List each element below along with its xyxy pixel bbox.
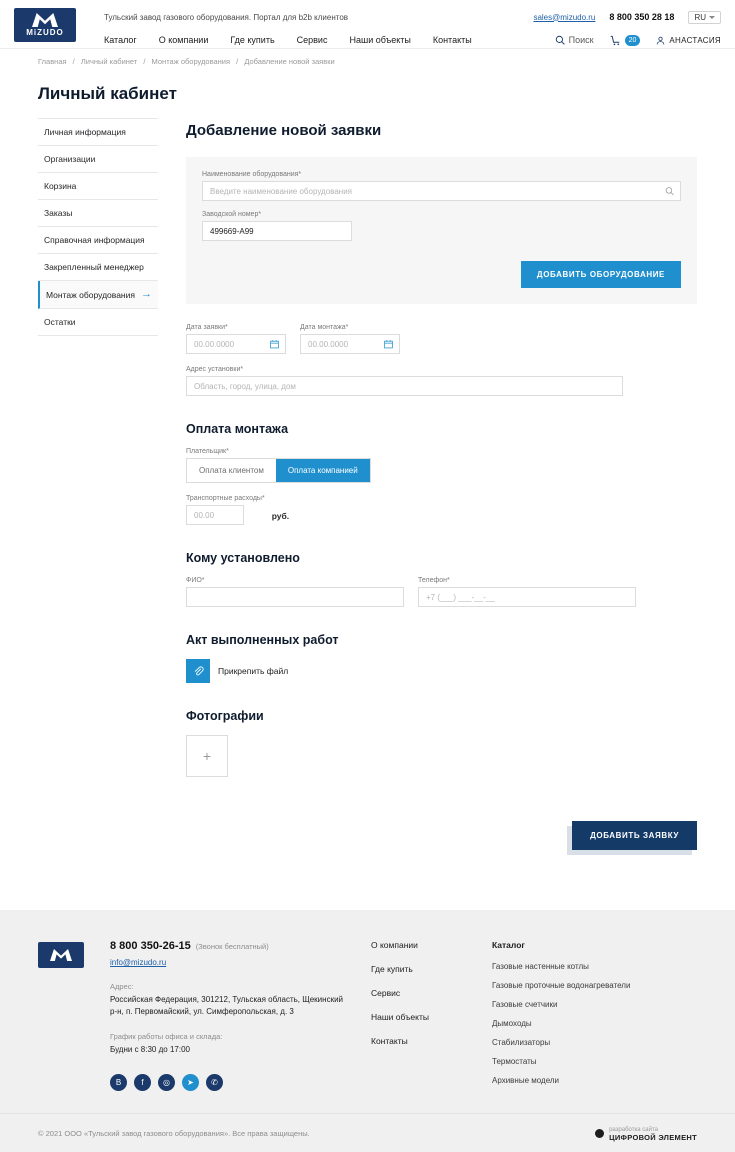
whatsapp-icon[interactable]: ✆ [206, 1074, 223, 1091]
instagram-icon[interactable]: ◎ [158, 1074, 175, 1091]
vk-icon[interactable]: В [110, 1074, 127, 1091]
footer-address-value: Российская Федерация, 301212, Тульская область, Щекинский р-н, п. Первомайский, ул. Симферопольская, д. 3 [110, 995, 344, 1016]
paperclip-icon [186, 659, 210, 683]
installed-to-section-title: Кому установлено [186, 551, 300, 565]
footer-catalog [492, 940, 630, 1095]
copyright-text: © 2021 ООО «Тульский завод газового оборудования». Все права защищены. [38, 1128, 310, 1138]
calendar-icon[interactable] [270, 340, 279, 349]
page-title: Личный кабинет [38, 84, 177, 103]
request-date-input[interactable]: 00.00.0000 [186, 334, 286, 354]
footer-email-link[interactable]: info@mizudo.ru [110, 958, 167, 967]
install-date-input[interactable]: 00.00.0000 [300, 334, 400, 354]
payer-label: Плательщик* [186, 448, 229, 455]
footer-catalog-wall-boilers[interactable]: Газовые настенные котлы [492, 962, 589, 971]
developer-name: ЦИФРОВОЙ ЭЛЕМЕНТ [609, 1133, 697, 1142]
developer-logo-icon [595, 1129, 604, 1138]
cart-button[interactable] [610, 35, 641, 46]
site-tagline: Тульский завод газового оборудования. Портал для b2b клиентов [104, 12, 349, 22]
search-button[interactable] [555, 35, 594, 45]
submit-request-button[interactable]: ДОБАВИТЬ ЗАЯВКУ [572, 821, 697, 850]
sidebar-item-label: Заказы [44, 208, 73, 218]
address-label: Адрес установки* [186, 366, 244, 373]
request-date-group [186, 324, 286, 354]
user-name: АНАСТАСИЯ [669, 35, 721, 45]
footer-catalog-thermostats[interactable]: Термостаты [492, 1057, 537, 1066]
footer-catalog-stabilizers[interactable]: Стабилизаторы [492, 1038, 551, 1047]
address-group [186, 366, 697, 396]
breadcrumb-separator: / [236, 57, 239, 66]
transport-cost-label: Транспортные расходы* [186, 495, 265, 502]
transport-cost-unit: руб. [271, 511, 290, 521]
breadcrumb-item-home[interactable]: Главная [38, 57, 67, 66]
attach-file-button[interactable] [186, 659, 697, 683]
sidebar-item-stock[interactable] [38, 309, 158, 336]
breadcrumb-item-current: Добавление новой заявки [244, 57, 335, 66]
sidebar-item-equipment-installation[interactable] [38, 281, 158, 309]
footer-nav [371, 940, 466, 1095]
install-date-label: Дата монтажа* [300, 324, 349, 331]
footer-phone-number: 8 800 350-26-15 [110, 940, 191, 952]
footer-catalog-archive-models[interactable]: Архивные модели [492, 1076, 560, 1085]
site-header [0, 0, 735, 48]
sidebar-item-label: Справочная информация [44, 235, 145, 245]
calendar-icon[interactable] [384, 340, 393, 349]
footer-nav-where-to-buy[interactable]: Где купить [371, 964, 413, 974]
developer-credit[interactable] [595, 1124, 697, 1142]
attach-file-label: Прикрепить файл [218, 666, 289, 676]
transport-cost-input[interactable]: 00.00 [186, 505, 244, 525]
nav-item-about[interactable]: О компании [158, 35, 209, 45]
header-email-link[interactable]: sales@mizudo.ru [533, 12, 596, 22]
payment-section-title: Оплата монтажа [186, 422, 289, 436]
language-selector[interactable] [688, 11, 721, 24]
sidebar-item-label: Остатки [44, 317, 76, 327]
footer-catalog-title: Каталог [492, 940, 525, 950]
nav-item-catalog[interactable]: Каталог [104, 35, 137, 45]
nav-item-service[interactable]: Сервис [296, 35, 328, 45]
footer-catalog-chimneys[interactable]: Дымоходы [492, 1019, 532, 1028]
payer-option-client[interactable]: Оплата клиентом [199, 466, 264, 475]
logo-mark-icon [32, 13, 58, 27]
phone-label: Телефон* [418, 577, 450, 584]
footer-nav-contacts[interactable]: Контакты [371, 1036, 408, 1046]
site-logo[interactable] [14, 8, 76, 42]
sidebar-item-orders[interactable] [38, 200, 158, 227]
footer-catalog-gas-meters[interactable]: Газовые счетчики [492, 1000, 558, 1009]
sidebar-item-personal-info[interactable] [38, 118, 158, 146]
footer-nav-service[interactable]: Сервис [371, 988, 401, 998]
fio-label: ФИО* [186, 577, 205, 584]
sidebar-item-cart[interactable] [38, 173, 158, 200]
header-phone[interactable]: 8 800 350 28 18 [609, 12, 675, 22]
phone-group [418, 577, 636, 607]
footer-nav-about[interactable]: О компании [371, 940, 418, 950]
footer-nav-objects[interactable]: Наши объекты [371, 1012, 429, 1022]
footer-contacts [110, 940, 345, 1095]
account-sidebar [38, 118, 158, 850]
user-account-button[interactable] [656, 36, 721, 45]
language-current: RU [694, 12, 706, 22]
equipment-name-field-wrap [202, 181, 681, 201]
main-content [186, 118, 697, 850]
sidebar-item-label: Организации [44, 154, 96, 164]
footer-hours-value: Будни с 8:30 до 17:00 [110, 1045, 190, 1054]
logo-mark-icon [50, 949, 72, 961]
sidebar-item-label: Монтаж оборудования [46, 289, 135, 300]
equipment-name-label: Наименование оборудования* [202, 171, 302, 178]
chevron-down-icon [709, 16, 715, 19]
nav-item-where-to-buy[interactable]: Где купить [230, 35, 275, 45]
install-date-group [300, 324, 400, 354]
add-photo-button[interactable]: + [186, 735, 228, 777]
sidebar-item-reference-info[interactable] [38, 227, 158, 254]
add-equipment-button[interactable]: ДОБАВИТЬ ОБОРУДОВАНИЕ [521, 261, 681, 288]
form-title: Добавление новой заявки [186, 122, 382, 139]
breadcrumb-item-installation[interactable]: Монтаж оборудования [151, 57, 231, 66]
equipment-name-input[interactable]: Введите наименование оборудования [202, 181, 681, 201]
breadcrumb-separator: / [72, 57, 75, 66]
payer-option-company[interactable]: Оплата компанией [276, 459, 370, 482]
footer-logo[interactable] [38, 942, 84, 968]
telegram-icon[interactable]: ➤ [182, 1074, 199, 1091]
arrow-right-icon: → [141, 288, 152, 300]
serial-number-input[interactable]: 499669-A99 [202, 221, 352, 241]
address-input[interactable]: Область, город, улица, дом [186, 376, 623, 396]
sidebar-item-label: Корзина [44, 181, 77, 191]
footer-hours-label: График работы офиса и склада: [110, 1032, 223, 1041]
sidebar-item-label: Закрепленный менеджер [44, 262, 144, 272]
sidebar-item-assigned-manager[interactable] [38, 254, 158, 281]
phone-input[interactable]: +7 (___) ___-__-__ [418, 587, 636, 607]
search-icon[interactable] [665, 187, 674, 196]
footer-address-label: Адрес: [110, 982, 134, 991]
footer-phone[interactable] [110, 940, 345, 952]
footer-catalog-water-heaters[interactable]: Газовые проточные водонагреватели [492, 981, 631, 990]
nav-item-contacts[interactable]: Контакты [432, 35, 472, 45]
cart-icon [610, 35, 621, 46]
facebook-icon[interactable]: f [134, 1074, 151, 1091]
sidebar-item-organizations[interactable] [38, 146, 158, 173]
photos-section-title: Фотографии [186, 709, 264, 723]
developer-label: разработка сайта [609, 1127, 658, 1133]
breadcrumb-item-account[interactable]: Личный кабинет [80, 57, 138, 66]
fio-input[interactable] [186, 587, 404, 607]
equipment-card [186, 157, 697, 304]
site-footer [0, 910, 735, 1113]
nav-item-objects[interactable]: Наши объекты [349, 35, 411, 45]
footer-socials [110, 1074, 345, 1091]
payer-toggle-group[interactable] [186, 458, 371, 483]
user-icon [656, 36, 665, 45]
act-section-title: Акт выполненных работ [186, 633, 339, 647]
dates-row [186, 324, 697, 354]
serial-number-label: Заводской номер* [202, 211, 262, 218]
cart-count-badge: 20 [625, 35, 641, 46]
logo-text: MiZUDO [26, 28, 64, 37]
transport-cost-group [186, 495, 697, 525]
search-icon [555, 35, 565, 45]
sidebar-item-label: Личная информация [44, 127, 126, 137]
request-date-label: Дата заявки* [186, 324, 228, 331]
footer-phone-note: (Звонок бесплатный) [195, 942, 269, 951]
breadcrumb-separator: / [143, 57, 146, 66]
copyright-bar [0, 1113, 735, 1152]
fio-group [186, 577, 404, 607]
search-label: Поиск [568, 35, 594, 45]
